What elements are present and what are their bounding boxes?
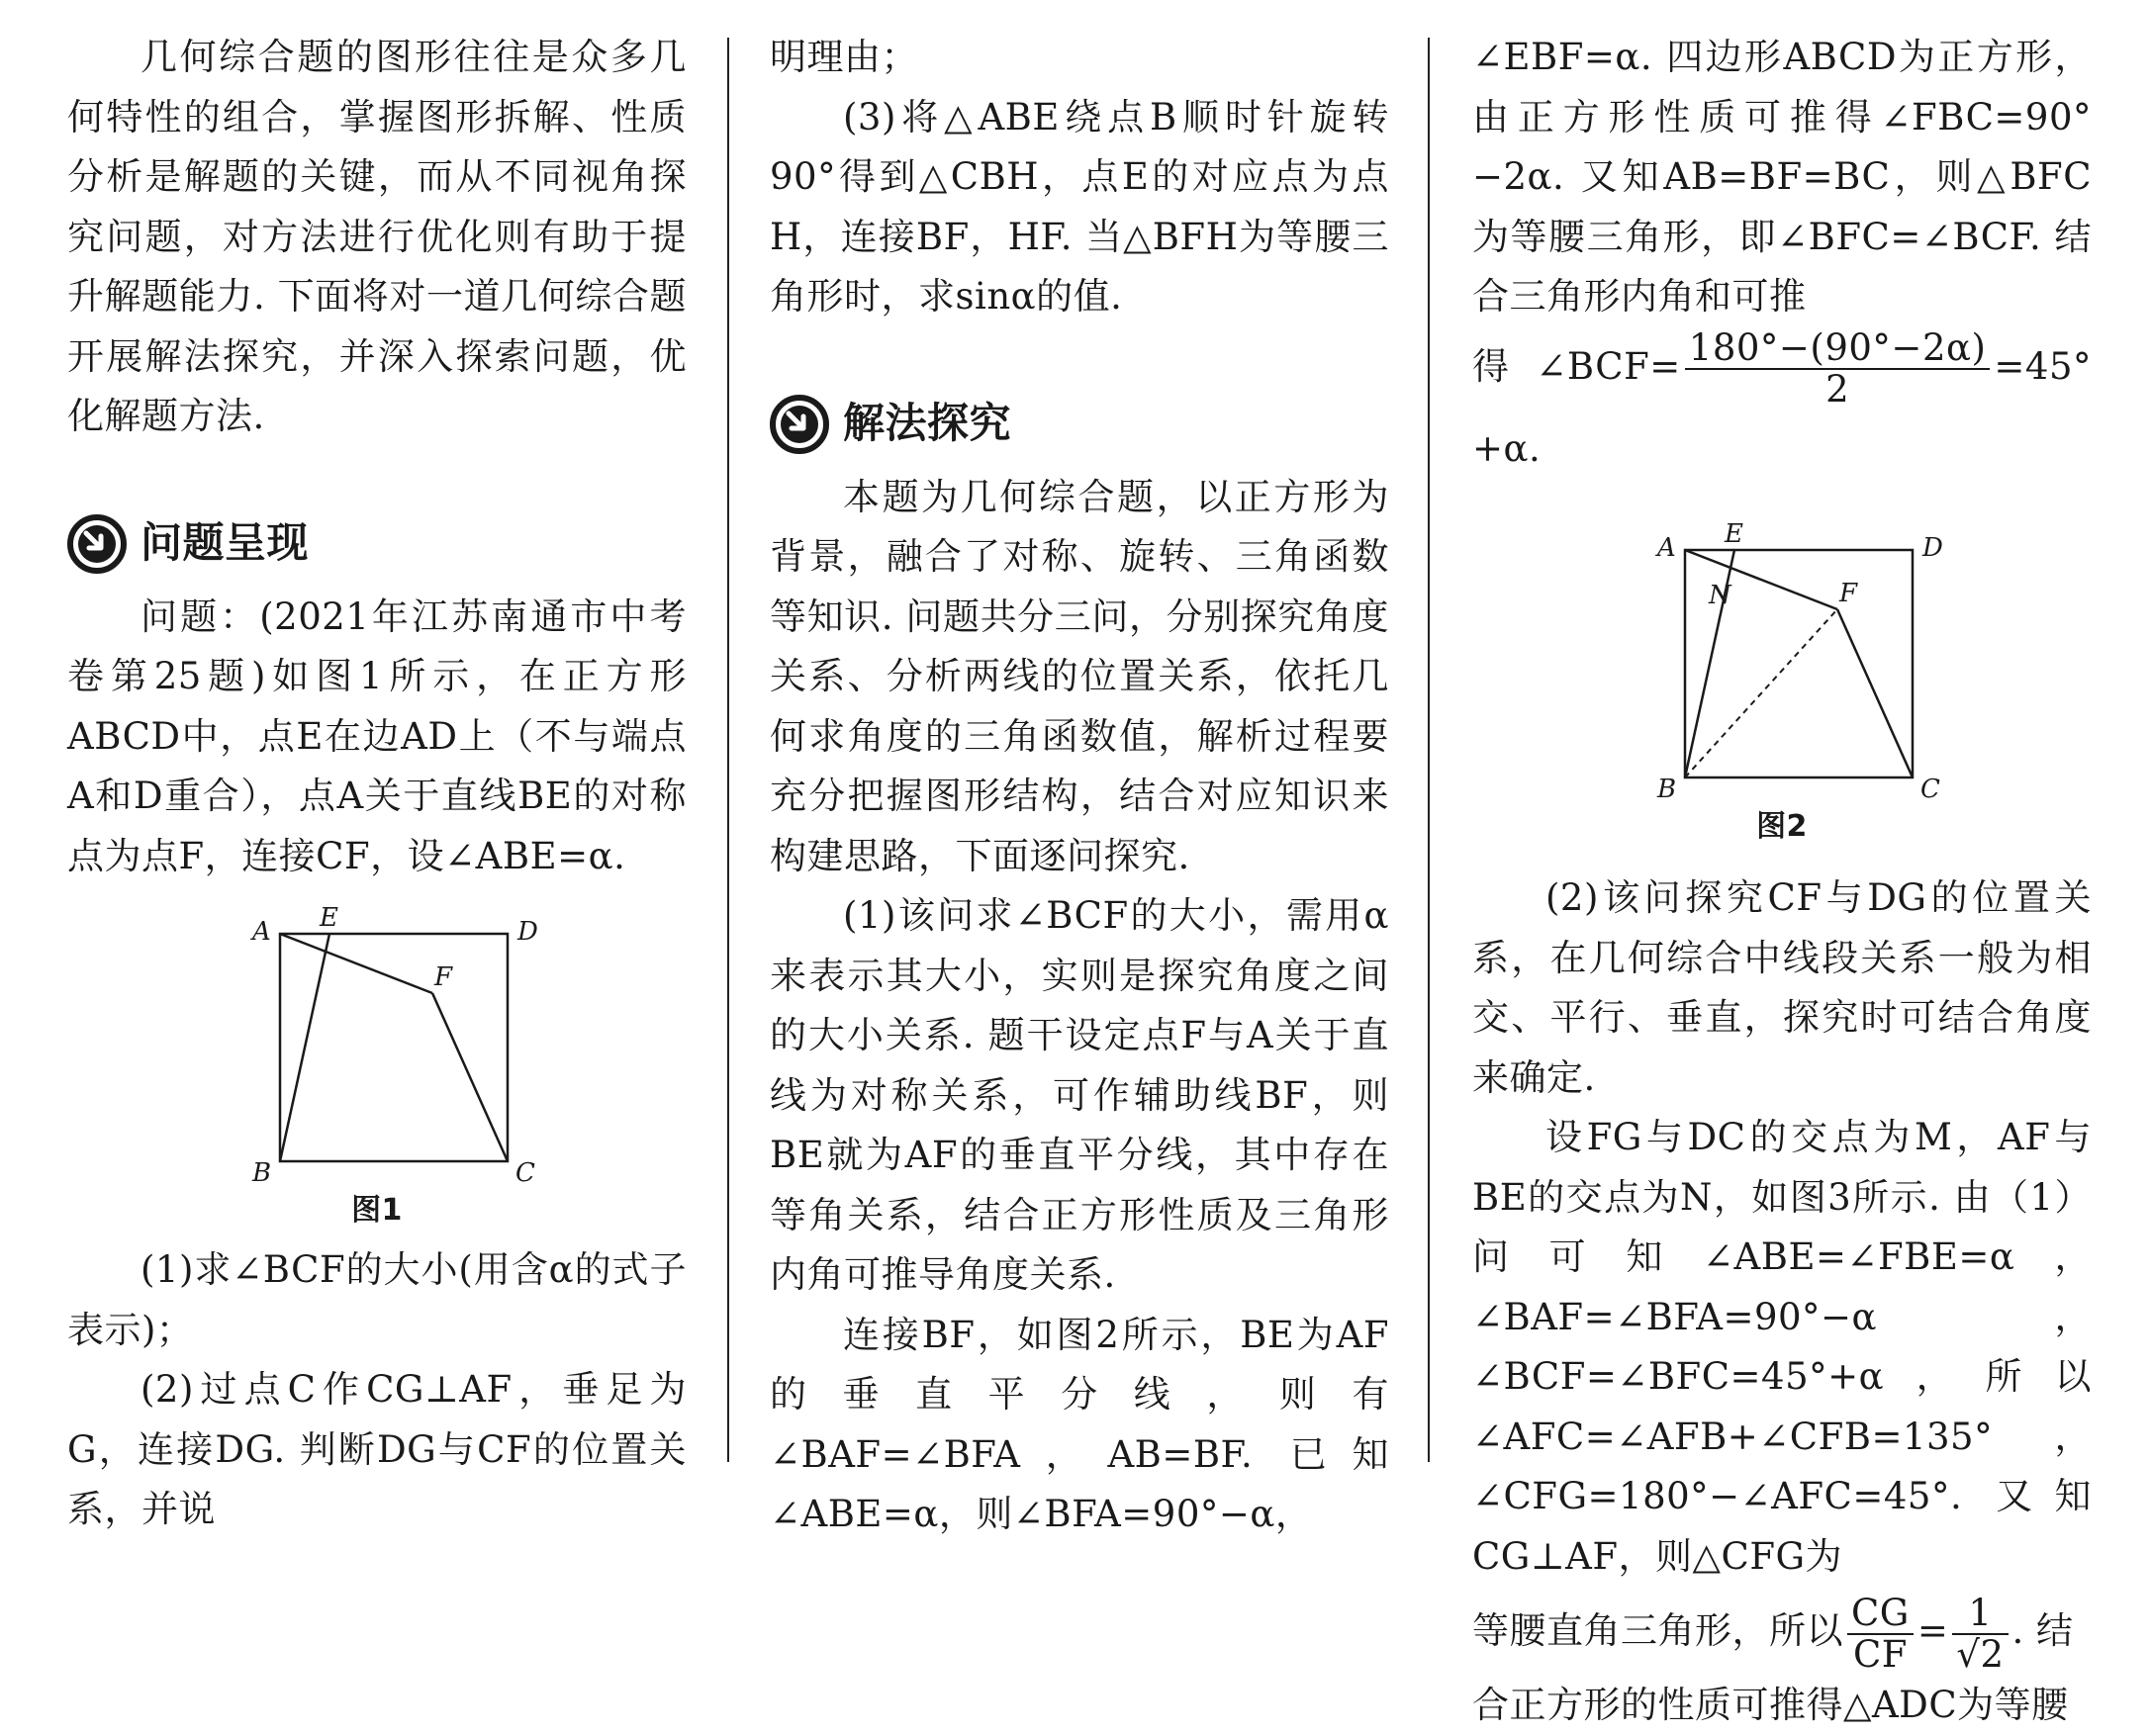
label-e: E bbox=[320, 903, 339, 933]
label-c: C bbox=[1920, 775, 1941, 804]
ratio-denominator: CF bbox=[1852, 1632, 1908, 1676]
segment-fc bbox=[432, 993, 508, 1161]
section-title: 解法探究 bbox=[843, 398, 1012, 447]
formula-line bbox=[1472, 327, 2092, 490]
intro-paragraph: 几何综合题的图形往往是众多几何特性的组合，掌握图形拆解、性质分析是解题的关键，而从不同视角探究问题，对方法进行优化则有助于提升解题能力. 下面将对一道几何综合题开展解法探究，并深入探索问题，优化解题方法. bbox=[67, 36, 687, 437]
label-a: A bbox=[1657, 533, 1677, 563]
section-heading-solution bbox=[770, 387, 1389, 460]
solution-paragraph-1: 本题为几何综合题，以正方形为背景，融合了对称、旋转、三角函数等知识. 问题共分三问，分别探究角度关系、分析两线的位置关系，依托几何求角度的三角函数值，解析过程要充分把握图形结构，结合对应知识来构建思路，下面逐问探究. bbox=[770, 475, 1389, 877]
figure-2 bbox=[1472, 518, 2092, 849]
problem-statement: 问题：(2021年江苏南通市中考卷第25题)如图1所示，在正方形ABCD中，点E在边AD上（不与端点A和D重合），点A关于直线BE的对称点为点F，连接CF，设∠ABE=α. bbox=[67, 594, 687, 877]
formula-numerator: 180°−(90°−2α) bbox=[1685, 328, 1991, 370]
label-d: D bbox=[1922, 533, 1944, 563]
label-c: C bbox=[515, 1158, 536, 1188]
equals-sign: = bbox=[1916, 1609, 1949, 1652]
label-a: A bbox=[252, 917, 272, 947]
solution-paragraph-7: 合正方形的性质可推得△ADC为等腰 bbox=[1472, 1684, 2069, 1726]
ratio-fraction bbox=[1847, 1591, 1914, 1676]
solution-paragraph-2: (1)该问求∠BCF的大小，需用α来表示其大小，实则是探究角度之间的大小关系. 题干设定点F与A关于直线为对称关系，可作辅助线BF，则BE就为AF的垂直平分线，其中存在等角关系，结合正方形性质及三角形内角可推导角度关系. bbox=[770, 894, 1389, 1296]
figure-1 bbox=[67, 902, 687, 1233]
section-arrow-icon bbox=[770, 395, 829, 454]
square-abcd bbox=[280, 934, 508, 1161]
segment-be bbox=[280, 934, 329, 1161]
value-denominator: √2 bbox=[1956, 1632, 2005, 1676]
question-2: (2)过点C作CG⊥AF，垂足为G，连接DG. 判断DG与CF的位置关系，并说 bbox=[67, 1368, 687, 1530]
label-b: B bbox=[1657, 775, 1677, 804]
solution-paragraph-6: 设FG与DC的交点为M，AF与BE的交点为N，如图3所示. 由（1）问可知∠ABE=∠FBE=α，∠BAF=∠BFA=90°−α，∠BCF=∠BFC=45°+α，所以∠AFC=∠AFB+∠CFB=135°，∠CFG=180°−∠AFC=45°. 又知CG⊥AF，则△CFG为 bbox=[1472, 1116, 2092, 1578]
segment-bf-dashed bbox=[1685, 609, 1837, 777]
fraction-line-prefix: 等腰直角三角形，所以 bbox=[1472, 1609, 1843, 1652]
label-e: E bbox=[1725, 519, 1744, 549]
question-3: (3)将△ABE绕点B顺时针旋转90°得到△CBH，点E的对应点为点H，连接BF，HF. 当△BFH为等腰三角形时，求sinα的值. bbox=[770, 95, 1389, 318]
formula-fraction bbox=[1685, 328, 1991, 410]
section-heading-problem bbox=[67, 506, 687, 580]
label-f: F bbox=[434, 962, 453, 992]
figure-1-diagram bbox=[209, 902, 545, 1189]
formula-denominator: 2 bbox=[1825, 368, 1850, 411]
value-numerator: 1 bbox=[1952, 1594, 2008, 1635]
label-f: F bbox=[1839, 579, 1858, 608]
section-title: 问题呈现 bbox=[140, 517, 310, 567]
question-1: (1)求∠BCF的大小(用含α的式子表示)； bbox=[67, 1248, 687, 1351]
fraction-line-suffix: . 结 bbox=[2011, 1609, 2074, 1652]
label-b: B bbox=[252, 1158, 272, 1188]
formula-prefix: 得∠BCF= bbox=[1472, 344, 1681, 388]
column-1 bbox=[67, 28, 687, 1540]
solution-paragraph-3: 连接BF，如图2所示，BE为AF的垂直平分线，则有∠BAF=∠BFA，AB=BF. 已知∠ABE=α，则∠BFA=90°−α， bbox=[770, 1313, 1389, 1535]
label-n: N bbox=[1709, 581, 1732, 610]
ratio-numerator: CG bbox=[1847, 1594, 1914, 1635]
segment-af bbox=[280, 934, 432, 993]
label-d: D bbox=[517, 917, 539, 947]
figure-2-diagram bbox=[1614, 518, 1950, 805]
section-arrow-icon bbox=[67, 514, 127, 574]
solution-paragraph-5: (2)该问探究CF与DG的位置关系，在几何综合中线段关系一般为相交、平行、垂直，探究时可结合角度来确定. bbox=[1472, 876, 2092, 1099]
formula-suffix: =45°+α. bbox=[1472, 344, 2092, 470]
fraction-line bbox=[1472, 1587, 2092, 1676]
value-fraction bbox=[1952, 1591, 2008, 1676]
figure-1-caption: 图1 bbox=[351, 1193, 403, 1228]
question-2-end: 明理由； bbox=[770, 36, 918, 78]
column-2 bbox=[770, 28, 1389, 1545]
column-divider-1 bbox=[727, 38, 729, 1462]
column-divider-2 bbox=[1428, 38, 1430, 1462]
solution-paragraph-4: ∠EBF=α. 四边形ABCD为正方形，由正方形性质可推得∠FBC=90°−2α. 又知AB=BF=BC，则△BFC为等腰三角形，即∠BFC=∠BCF. 结合三角形内角和可推 bbox=[1472, 36, 2092, 318]
column-3 bbox=[1472, 28, 2092, 1736]
figure-2-caption: 图2 bbox=[1756, 809, 1808, 844]
segment-fc bbox=[1837, 609, 1913, 777]
